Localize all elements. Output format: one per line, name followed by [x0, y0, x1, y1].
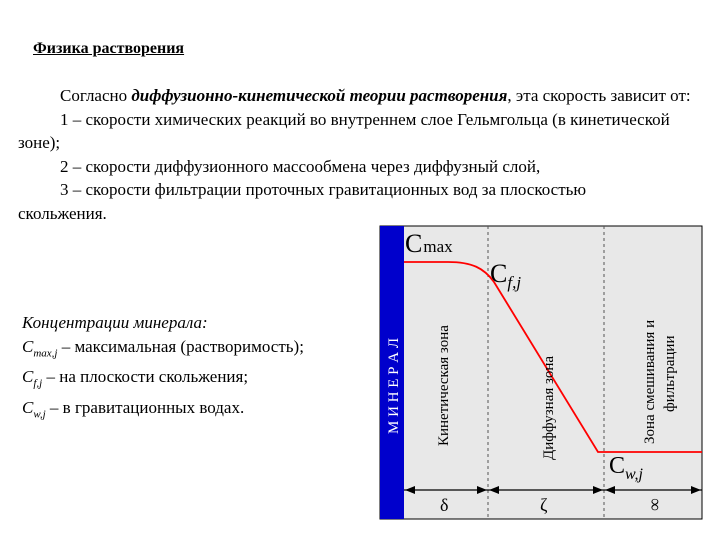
page-title: Физика растворения — [33, 40, 185, 57]
mineral-label: М И Н Е Р А Л — [386, 337, 402, 434]
width-label-delta: δ — [440, 495, 449, 515]
concentrations-heading: Концентрации минерала: — [22, 313, 208, 332]
list-item: $C_{f,j}$ – на плоскости скольжения; — [22, 367, 249, 390]
zone-label-mixing: Зона смешивания и — [642, 319, 658, 444]
list-item: 1 – скорости химических реакций во внутреннем слое Гельмгольца (в кинетической зоне); — [18, 109, 670, 152]
width-label-infinity: ∞ — [644, 498, 664, 511]
intro-lead: Согласно — [60, 86, 128, 105]
cf-label: $C_{f,j}$ — [490, 259, 522, 292]
zone-label-diffuse: Диффузная зона — [541, 355, 557, 460]
width-label-zeta: ζ — [540, 495, 548, 515]
cmax-label: Cmax — [405, 229, 453, 258]
intro-tail: скольжения. — [18, 203, 107, 223]
cw-label: $C_{w,j}$ — [609, 453, 643, 483]
list-item: 2 – скорости диффузионного массообмена через диффузный слой, — [60, 156, 541, 176]
zone-label-kinetic: Кинетическая зона — [436, 325, 452, 446]
zone-label-mixing: фильтрации — [662, 335, 678, 412]
list-item: 3 – скорости фильтрации проточных гравитационных вод за плоскостью — [60, 180, 587, 199]
list-item: $C_{max,j}$ – максимальная (растворимость); — [22, 336, 304, 359]
theory-name: диффузионно-кинетической теории растворения — [131, 86, 508, 105]
list-item: $C_{w,j}$ – в гравитационных водах. — [22, 398, 245, 421]
intro-rest: , эта скорость зависит от: — [507, 86, 691, 105]
